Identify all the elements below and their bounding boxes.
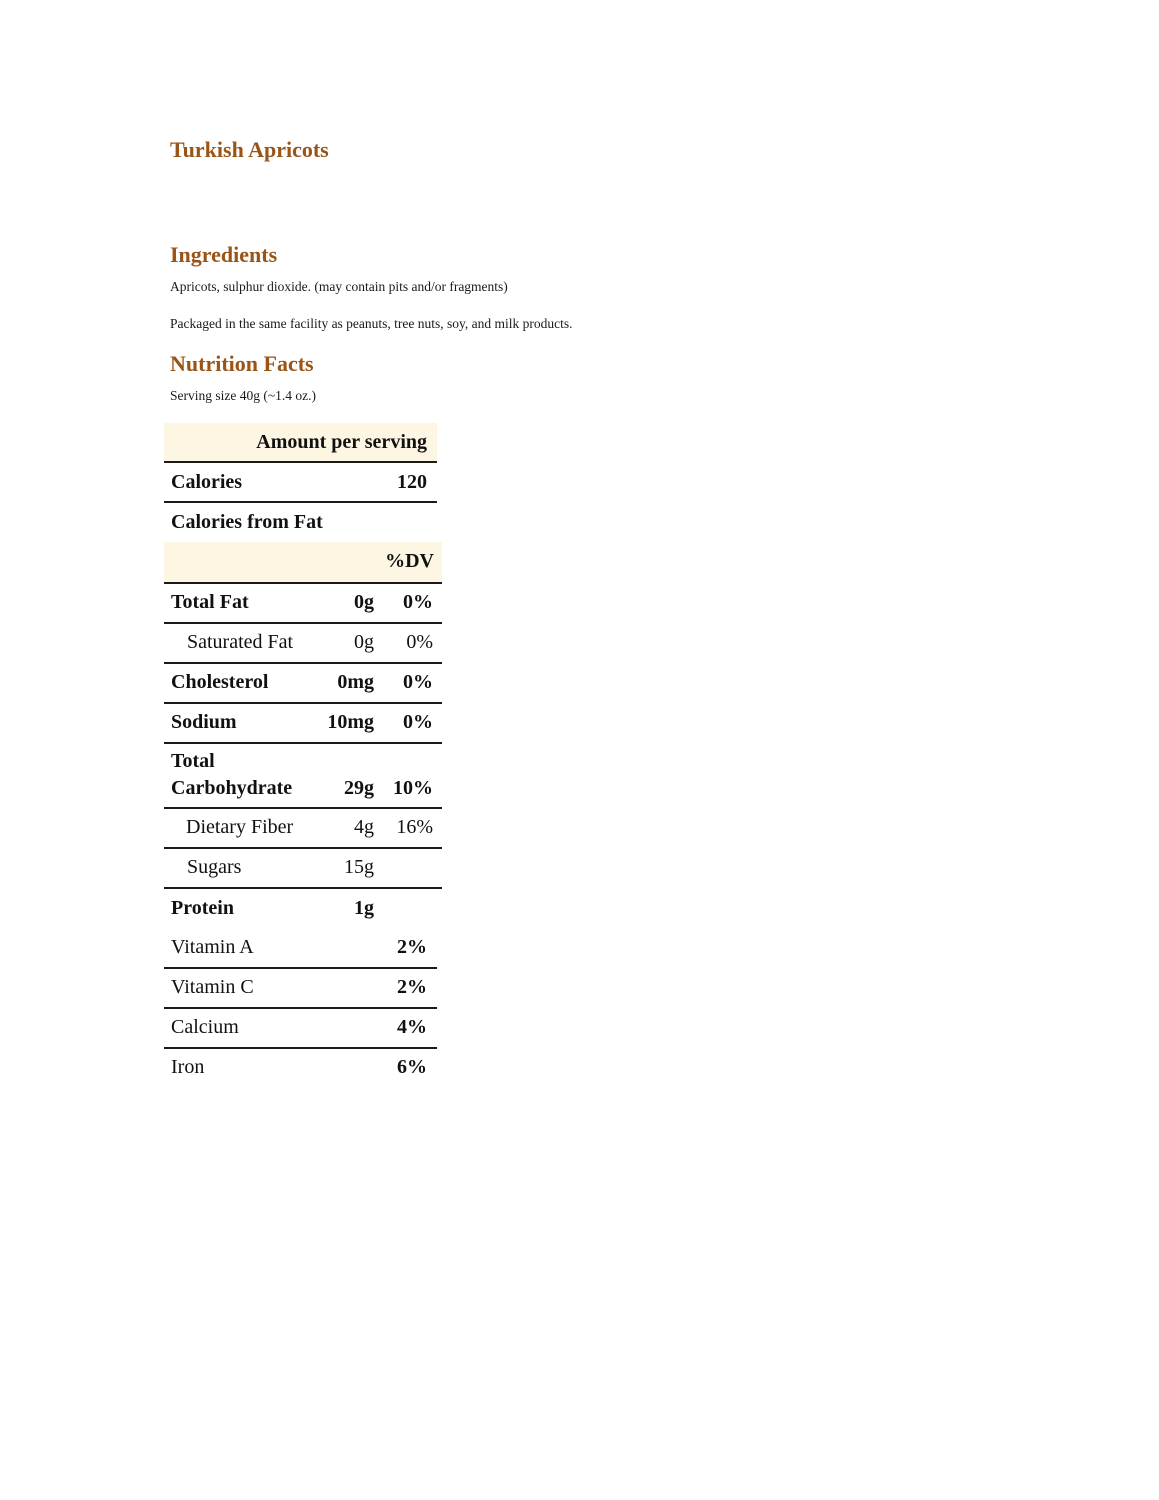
amount-per-serving-row [164, 423, 437, 463]
nutrient-amount: 10mg [327, 711, 374, 733]
nutrient-dv: 10% [393, 777, 433, 799]
vitamin-dv: 4% [397, 1016, 427, 1038]
nutrient-row-total-carbohydrate [164, 744, 442, 809]
nutrient-row-protein [164, 889, 442, 929]
ingredients-heading: Ingredients [170, 242, 278, 267]
nutrient-label-line1: Total [171, 750, 215, 772]
nutrition-facts-heading: Nutrition Facts [170, 351, 314, 376]
nutrient-label: Sugars [187, 856, 242, 878]
nutrient-row-sugars [164, 849, 442, 889]
vitamin-dv: 2% [397, 936, 427, 958]
vitamin-dv: 2% [397, 976, 427, 998]
nutrient-dv: 0% [403, 591, 433, 613]
nutrient-row-sodium [164, 704, 442, 744]
nutrient-label: Sodium [171, 711, 237, 733]
nutrient-label: Total Fat [171, 591, 249, 613]
calories-value: 120 [397, 471, 427, 493]
facility-note: Packaged in the same facility as peanuts, tree nuts, soy, and milk products. [170, 316, 573, 331]
vitamin-row-calcium [164, 1009, 437, 1049]
dv-header-row [164, 542, 442, 584]
nutrient-dv: 0% [406, 631, 433, 653]
vitamin-row-iron [164, 1049, 437, 1089]
product-title: Turkish Apricots [170, 137, 329, 162]
calories-from-fat-row [164, 503, 442, 542]
vitamin-row-vitamin-a [164, 929, 437, 969]
vitamin-row-vitamin-c [164, 969, 437, 1009]
nutrient-label-line2: Carbohydrate [171, 777, 293, 799]
serving-size: Serving size 40g (~1.4 oz.) [170, 388, 317, 403]
nutrient-amount: 15g [344, 856, 374, 878]
nutrient-amount: 1g [354, 897, 374, 919]
nutrient-amount: 4g [354, 816, 374, 838]
nutrient-row-total-fat [164, 584, 442, 624]
nutrient-row-dietary-fiber [164, 809, 442, 849]
nutrient-label: Dietary Fiber [186, 816, 294, 838]
nutrient-dv: 16% [396, 816, 433, 838]
calories-from-fat-label: Calories from Fat [171, 511, 323, 533]
vitamin-label: Vitamin C [171, 976, 254, 998]
vitamin-dv: 6% [397, 1056, 427, 1078]
nutrient-label: Protein [171, 897, 234, 919]
nutrient-row-cholesterol [164, 664, 442, 704]
ingredients-text: Apricots, sulphur dioxide. (may contain pits and/or fragments) [170, 279, 508, 294]
nutrient-amount: 0g [354, 631, 374, 653]
vitamin-label: Vitamin A [171, 936, 254, 958]
amount-per-serving-label: Amount per serving [256, 431, 427, 453]
vitamin-label: Calcium [171, 1016, 239, 1038]
nutrient-label: Cholesterol [171, 671, 269, 693]
nutrient-amount: 0mg [337, 671, 374, 693]
nutrient-dv: 0% [403, 711, 433, 733]
nutrient-amount: 0g [354, 591, 374, 613]
calories-label: Calories [171, 471, 243, 493]
vitamin-label: Iron [171, 1056, 205, 1078]
nutrient-amount: 29g [344, 777, 374, 799]
dv-header-label: %DV [385, 550, 434, 572]
nutrient-dv: 0% [403, 671, 433, 693]
nutrient-label: Saturated Fat [187, 631, 294, 653]
calories-row [164, 463, 437, 503]
nutrient-row-saturated-fat [164, 624, 442, 664]
